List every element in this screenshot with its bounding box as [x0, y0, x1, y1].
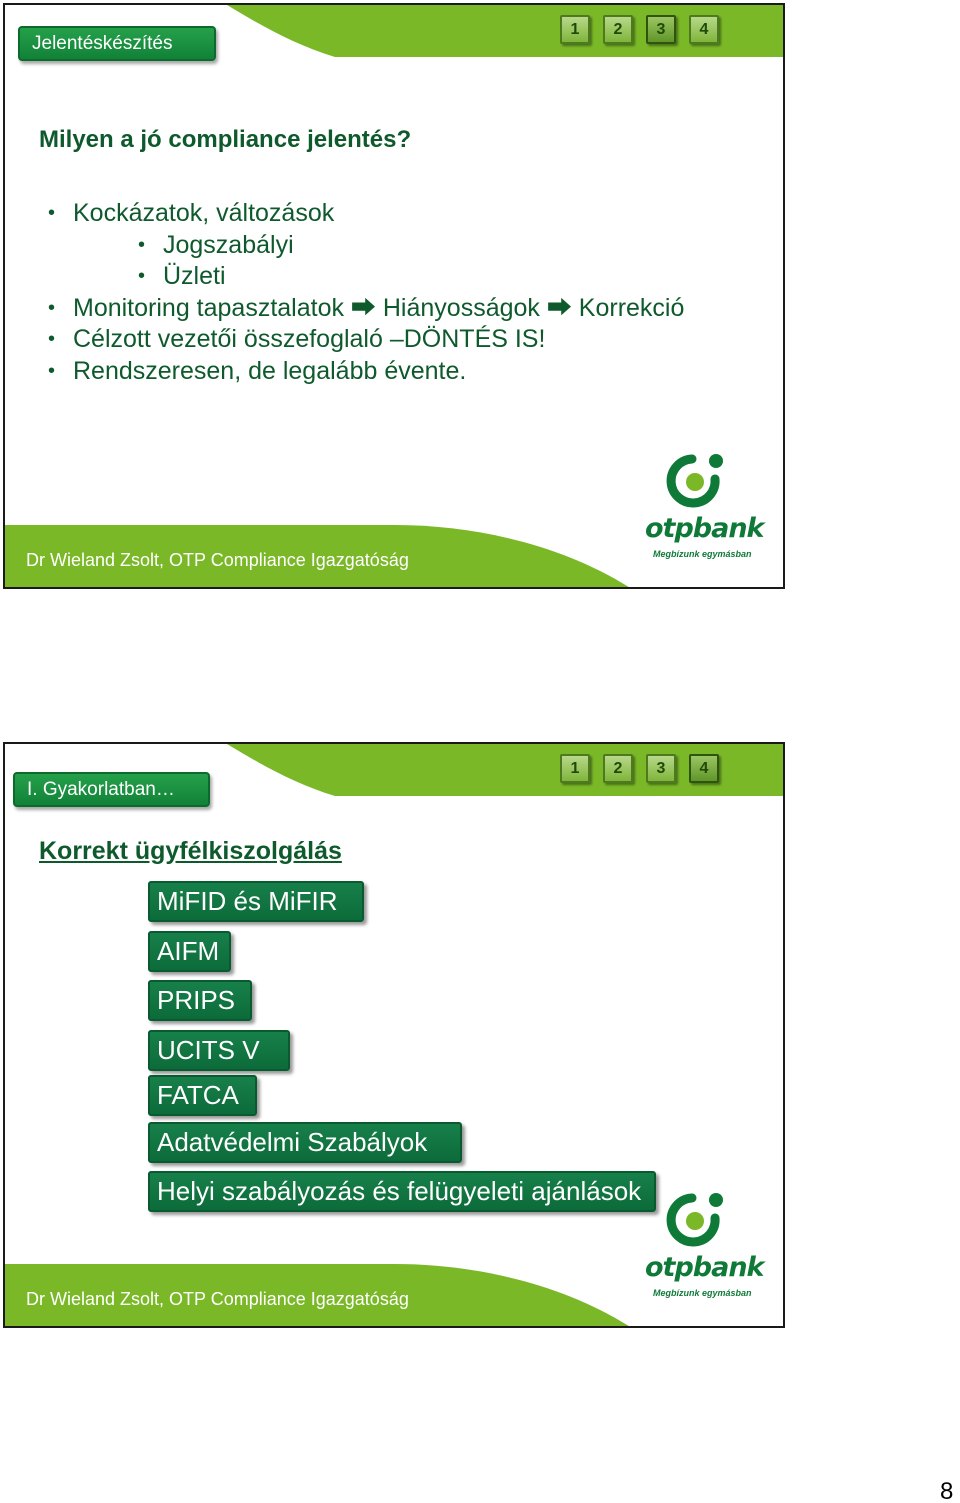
nav-box-4[interactable]: 4 — [689, 15, 719, 44]
nav-box-3[interactable]: 3 — [646, 754, 676, 783]
otp-logo-mark-icon — [660, 449, 730, 519]
slide-2-title: I. Gyakorlatban… — [13, 772, 210, 807]
otpbank-logo — [645, 1188, 764, 1308]
slide-1-title: Jelentéskészítés — [18, 26, 216, 61]
slide-1-heading: Milyen a jó compliance jelentés? — [39, 126, 412, 153]
slide-2-heading: Korrekt ügyfélkiszolgálás — [39, 837, 342, 865]
page-number: 8 — [940, 1478, 954, 1503]
logo-tagline: Megbízunk egymásban — [653, 1288, 752, 1298]
regulation-button-helyi[interactable]: Helyi szabályozás és felügyeleti ajánlások — [148, 1171, 656, 1212]
regulation-button-mifid[interactable]: MiFID és MiFIR — [148, 881, 364, 922]
regulation-button-prips[interactable]: PRIPS — [148, 980, 252, 1021]
nav-box-2[interactable]: 2 — [603, 15, 633, 44]
nav-box-1[interactable]: 1 — [560, 754, 590, 783]
slide-1 — [3, 3, 785, 589]
bullet-item: • Monitoring tapasztalatok ⮕ Hiányosságok ⮕ Korrekció — [45, 293, 765, 325]
nav-box-3[interactable]: 3 — [646, 15, 676, 44]
sub-bullet-item: • Üzleti — [45, 261, 765, 293]
bullet-item: • Kockázatok, változások — [45, 198, 765, 230]
sub-bullet-item: • Jogszabályi — [45, 230, 765, 262]
nav-box-2[interactable]: 2 — [603, 754, 633, 783]
slide-2 — [3, 742, 785, 1328]
logo-wordmark: otpbank — [645, 513, 764, 544]
otpbank-logo — [645, 449, 764, 569]
bullet-item: • Célzott vezetői összefoglaló –DÖNTÉS IS! — [45, 324, 765, 356]
regulation-button-adatvedelmi[interactable]: Adatvédelmi Szabályok — [148, 1122, 462, 1163]
slide-2-footer: Dr Wieland Zsolt, OTP Compliance Igazgatóság — [26, 1289, 409, 1309]
bullet-item: • Rendszeresen, de legalább évente. — [45, 356, 765, 388]
nav-box-1[interactable]: 1 — [560, 15, 590, 44]
otp-logo-mark-icon — [660, 1188, 730, 1258]
regulation-button-ucits[interactable]: UCITS V — [148, 1030, 290, 1071]
regulation-button-aifm[interactable]: AIFM — [148, 931, 231, 972]
regulation-button-fatca[interactable]: FATCA — [148, 1075, 257, 1116]
bullet-list — [45, 198, 765, 387]
nav-box-4[interactable]: 4 — [689, 754, 719, 783]
logo-tagline: Megbízunk egymásban — [653, 549, 752, 559]
slide-1-footer: Dr Wieland Zsolt, OTP Compliance Igazgatóság — [26, 550, 409, 570]
logo-wordmark: otpbank — [645, 1252, 764, 1283]
